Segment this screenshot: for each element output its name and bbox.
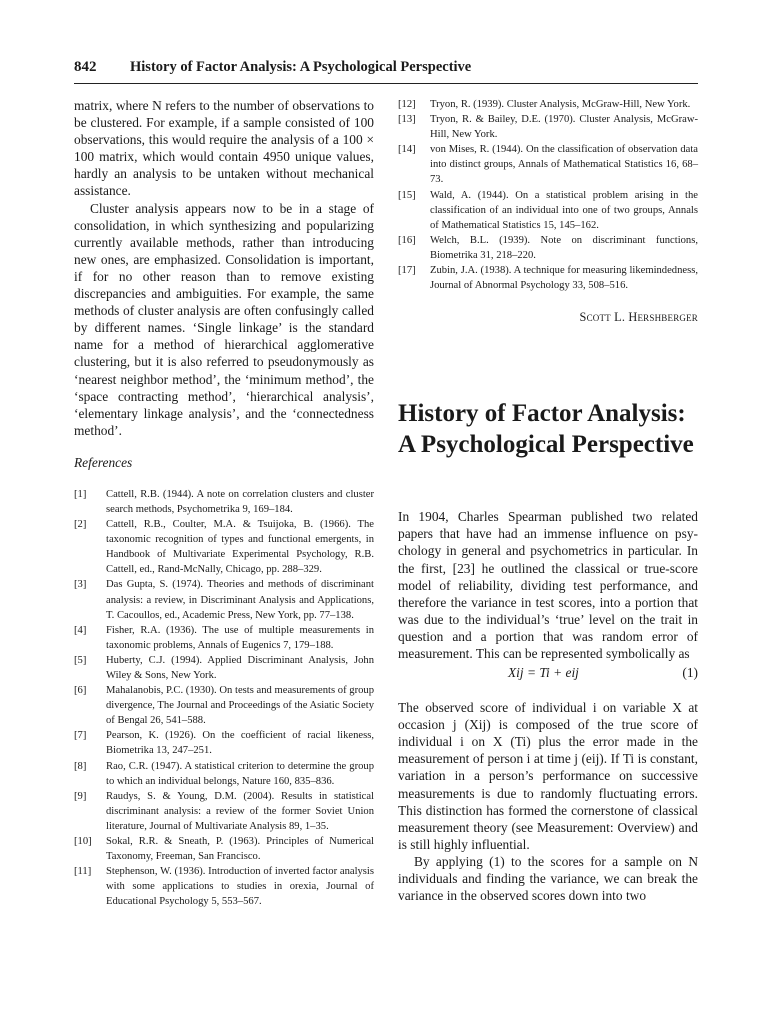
reference-number: [14] [398, 144, 416, 156]
body-paragraph: In 1904, Charles Spearman published two related papers that have had an immense influence on psychology in general and psychometrics in particular. In the first, [23] he outlined the classical or true-score model of reliability, dividing test performance, and therefore the variance in test scores, into a portion that was due to the individual’s ‘true’ level on the trait in question and a portion that was random error of measurement. This can be represented symbolically as [398, 509, 698, 661]
reference-text: von Mises, R. (1944). On the classification of observation data into distinct groups, Annals of Mathematical Statistics 16, 68–73. [430, 144, 698, 186]
reference-text: Stephenson, W. (1936). Introduction of inverted factor analysis with some applications to studies in orexia, Journal of Educational Psychology 5, 553–567. [106, 866, 374, 908]
reference-number: [11] [74, 866, 92, 878]
reference-number: [2] [74, 519, 87, 531]
reference-number: [6] [74, 685, 87, 697]
article-title: History of Factor Analysis: A Psychological Perspective [398, 400, 694, 459]
reference-number: [17] [398, 265, 416, 277]
reference-text: Sokal, R.R. & Sneath, P. (1963). Principles of Numerical Taxonomy, Freeman, San Francisco. [106, 836, 374, 863]
reference-item [74, 577, 374, 622]
body-paragraph: The observed score of individual i on variable X at occasion j (Xij) is composed of the true score of individual i on X (Ti) plus the error made in the measurement of person i at time j (eij). If Ti is constant, variation in a person’s performance on successive measurements is due to randomly fluctuating errors. This distinction has formed the cornerstone of classical measurement theory (see Measurement: Overview) and is still highly influential. [398, 700, 698, 852]
running-title: History of Factor Analysis: A Psychological Perspective [130, 59, 472, 75]
reference-item [398, 263, 698, 293]
author-signature: Scott L. Hershberger [579, 310, 698, 325]
reference-number: [13] [398, 114, 416, 126]
body-paragraph: matrix, where N refers to the number of observations to be clustered. For example, if a sample consisted of 100 observations, this would require the analysis of a 100 × 100 matrix, which would contain 4950 unique values, hardly an analysis to be untaken without mechanical assistance. [74, 98, 374, 199]
reference-text: Welch, B.L. (1939). Note on discriminant functions, Biometrika 31, 218–220. [430, 234, 698, 261]
body-paragraph: By applying (1) to the scores for a sample on N individuals and finding the variance, we can break the variance in the observed scores down into two [398, 853, 698, 904]
running-header [74, 59, 698, 84]
equation-formula: Xij = Ti + eij [508, 665, 579, 681]
equation-number: (1) [682, 665, 698, 681]
reference-number: [7] [74, 730, 87, 742]
reference-item [74, 623, 374, 653]
reference-text: Huberty, C.J. (1994). Applied Discriminant Analysis, John Wiley & Sons, New York. [106, 654, 374, 681]
reference-number: [16] [398, 234, 416, 246]
reference-text: Fisher, R.A. (1936). The use of multiple measurements in taxonomic problems, Annals of Eugenics 7, 179–188. [106, 624, 374, 651]
reference-item [74, 517, 374, 577]
reference-text: Rao, C.R. (1947). A statistical criterion to determine the group to which an individual belongs, Nature 160, 835–836. [106, 760, 374, 787]
reference-text: Cattell, R.B. (1944). A note on correlation clusters and cluster search methods, Psychometrika 9, 169–184. [106, 488, 374, 515]
reference-text: Cattell, R.B., Coulter, M.A. & Tsuijoka, B. (1966). The taxonomic recognition of types and functional emergents, in Handbook of Multivariate Experimental Psychology, R.B. Cattell, ed., Rand-McNally, Chicago, pp. 288–329. [106, 519, 374, 576]
reference-list-continued [398, 97, 698, 293]
reference-number: [10] [74, 836, 92, 848]
reference-text: Tryon, R. (1939). Cluster Analysis, McGraw-Hill, New York. [430, 99, 691, 110]
reference-text: Zubin, J.A. (1938). A technique for measuring likemindedness, Journal of Abnormal Psychology 33, 508–516. [430, 265, 698, 292]
equation [398, 664, 698, 681]
reference-item [74, 653, 374, 683]
body-paragraph: Cluster analysis appears now to be in a stage of consolidation, in which synthesizing and popularizing currently available methods, rather than introducing new ones, are emphasized. Consolidation is important, if for no other reason than to remove existing discrepancies and ambiguities. For example, the same methods of cluster analysis are often confusingly called by different names. ‘Single linkage’ is the standard name for a method of hierarchical agglomerative clustering, but it is also referred to pseudonymously as ‘nearest neighbor method’, the ‘minimum method’, the ‘space contracting method’, ‘hierarchical analysis’, ‘elementary linkage analysis’, and the ‘connectedness method’. [74, 200, 374, 438]
reference-item [398, 97, 698, 112]
reference-text: Tryon, R. & Bailey, D.E. (1970). Cluster Analysis, McGraw-Hill, New York. [430, 114, 698, 141]
reference-number: [1] [74, 488, 87, 500]
reference-item [74, 759, 374, 789]
reference-item [398, 188, 698, 233]
reference-number: [9] [74, 790, 87, 802]
page-number: 842 [74, 59, 97, 75]
reference-text: Mahalanobis, P.C. (1930). On tests and measurements of group divergence, The Journal and Proceedings of the Asiatic Society of Bengal 26, 541–588. [106, 685, 374, 727]
reference-number: [8] [74, 760, 87, 772]
reference-item [398, 142, 698, 187]
reference-number: [12] [398, 99, 416, 110]
reference-list [74, 487, 374, 910]
reference-number: [3] [74, 579, 87, 591]
reference-item [74, 864, 374, 909]
reference-item [74, 789, 374, 834]
reference-item [74, 728, 374, 758]
reference-text: Pearson, K. (1926). On the coefficient of racial likeness, Biometrika 13, 247–251. [106, 730, 374, 757]
reference-item [74, 683, 374, 728]
right-column [398, 97, 698, 904]
references-heading: References [74, 454, 133, 470]
left-column [74, 97, 374, 910]
reference-text: Raudys, S. & Young, D.M. (2004). Results in statistical discriminant analysis: a review of the former Soviet Union literature, Journal of Multivariate Analysis 89, 1–35. [106, 790, 374, 832]
reference-item [74, 487, 374, 517]
reference-number: [5] [74, 654, 87, 666]
reference-text: Wald, A. (1944). On a statistical problem arising in the classification of an individual into one of two groups, Annals of Mathematical Statistics 15, 145–162. [430, 189, 698, 231]
reference-item [398, 112, 698, 142]
reference-item [398, 233, 698, 263]
reference-number: [15] [398, 189, 416, 201]
reference-text: Das Gupta, S. (1974). Theories and methods of discriminant analysis: a review, in Discriminant Analysis and Applications, T. Cacoullos, ed., Academic Press, New York, pp. 77–138. [106, 579, 374, 621]
reference-number: [4] [74, 624, 87, 636]
reference-item [74, 834, 374, 864]
